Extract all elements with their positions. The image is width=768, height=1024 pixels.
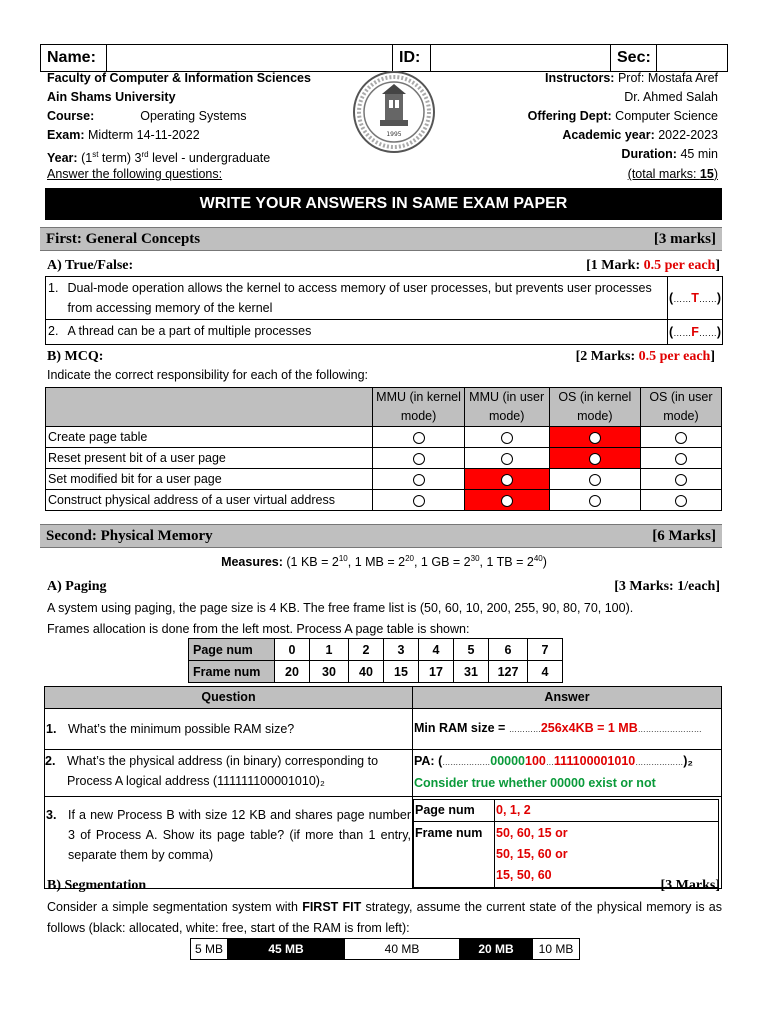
- student-info-header: [40, 44, 728, 72]
- frame-number-cell: 4: [528, 661, 563, 683]
- academic-year-line: Academic year: 2022-2023: [562, 128, 718, 142]
- table-row: [46, 427, 722, 448]
- table-header-row: MMU (in kernel mode) MMU (in user mode) OS (in kernel mode) OS (in user mode): [46, 388, 722, 427]
- mcq-option-cell[interactable]: [549, 490, 640, 511]
- answer-physical-address[interactable]: PA: (………………00000100…111100001010………………)₂ Consider true whether 00000 exist or not: [413, 750, 722, 797]
- table-row: [46, 448, 722, 469]
- process-a-page-table: [188, 638, 563, 683]
- radio-circle-icon: [589, 495, 601, 507]
- page-number-cell: 7: [528, 639, 563, 661]
- mcq-option-cell[interactable]: [640, 490, 721, 511]
- page-number-cell: 2: [349, 639, 384, 661]
- frame-number-cell: 127: [489, 661, 528, 683]
- tf-answer-2[interactable]: (……F……): [668, 320, 723, 345]
- memory-block-allocated: 20 MB: [460, 939, 533, 960]
- page-number-cell: 1: [310, 639, 349, 661]
- table-row: [46, 490, 722, 511]
- process-b-page-table: Page num 0, 1, 2 Frame num 50, 60, 15 or 50, 15, 60 or 15, 50, 60: [413, 799, 719, 888]
- radio-circle-icon: [675, 474, 687, 486]
- table-row: [191, 939, 580, 960]
- section-general-concepts: [40, 227, 722, 251]
- exam-line: Exam: Midterm 14-11-2022: [47, 128, 200, 142]
- mcq-instruction: Indicate the correct responsibility for each of the following:: [47, 368, 369, 382]
- paging-title: A) Paging: [47, 579, 107, 594]
- dept-line: Offering Dept: Computer Science: [527, 109, 718, 123]
- radio-circle-icon: [413, 432, 425, 444]
- memory-block-allocated: 45 MB: [228, 939, 345, 960]
- page-number-cell: 0: [275, 639, 310, 661]
- radio-circle-icon: [589, 453, 601, 465]
- physical-memory-map: [190, 938, 580, 960]
- frame-number-cell: 15: [384, 661, 419, 683]
- svg-text:1995: 1995: [386, 131, 402, 138]
- paging-description: A system using paging, the page size is 4 KB. The free frame list is (50, 60, 10, 200, 255, 90, 80, 70, 100). Frames allocation is done from the left most. Process A page table is shown:: [47, 601, 634, 636]
- mcq-option-cell[interactable]: [549, 427, 640, 448]
- section-marks: [6 Marks]: [652, 527, 716, 544]
- section-marks: [3 marks]: [653, 230, 716, 247]
- radio-circle-icon: [501, 474, 513, 486]
- name-label: Name:: [41, 45, 107, 71]
- answer-process-b-table[interactable]: [413, 797, 722, 889]
- mcq-statement: Construct physical address of a user virtual address: [46, 490, 373, 511]
- memory-block-free: 40 MB: [345, 939, 460, 960]
- radio-circle-icon: [589, 474, 601, 486]
- frame-number-cell: 40: [349, 661, 384, 683]
- radio-circle-icon: [501, 432, 513, 444]
- measures: Measures: (1 KB = $2^{10}$, 1 MB = $2^{20}$, 1 GB = $2^{30}$, 1 TB = $2^{40}$): [221, 554, 547, 570]
- radio-circle-icon: [413, 453, 425, 465]
- mcq-statement: Set modified bit for a user page: [46, 469, 373, 490]
- mcq-option-cell[interactable]: [464, 448, 549, 469]
- radio-circle-icon: [413, 495, 425, 507]
- mcq-option-cell[interactable]: [549, 448, 640, 469]
- mcq-option-cell[interactable]: [373, 490, 464, 511]
- exam-info-right: [430, 69, 718, 164]
- answer-min-ram[interactable]: Min RAM size = …………256x4KB = 1 MB……………………: [413, 709, 722, 750]
- faculty: Faculty of Computer & Information Sciences: [47, 71, 311, 85]
- memory-block-free: 5 MB: [191, 939, 228, 960]
- segmentation-description: Consider a simple segmentation system with FIRST FIT strategy, assume the current state of the physical memory is as follows (black: allocated, white: free, start of the RAM is from left):: [47, 900, 722, 935]
- mcq-option-cell[interactable]: [464, 469, 549, 490]
- mcq-option-cell[interactable]: [640, 469, 721, 490]
- true-false-table: [45, 276, 723, 345]
- radio-circle-icon: [589, 432, 601, 444]
- mcq-table: [45, 387, 722, 511]
- total-marks: (total marks: 15): [627, 167, 718, 181]
- exam-info-left: [47, 69, 377, 168]
- table-header-row: Question Answer: [45, 687, 722, 709]
- instructors-line: Instructors: Prof: Mostafa Aref: [545, 71, 718, 85]
- course-line: Course: Operating Systems: [47, 109, 247, 123]
- id-field[interactable]: [431, 45, 611, 71]
- table-row: 1. What’s the minimum possible RAM size? Min RAM size = …………256x4KB = 1 MB……………………: [45, 709, 722, 750]
- segmentation-title: B) Segmentation: [47, 878, 147, 893]
- mcq-statement: Create page table: [46, 427, 373, 448]
- mcq-option-cell[interactable]: [640, 448, 721, 469]
- mcq-statement: Reset present bit of a user page: [46, 448, 373, 469]
- table-row: Page num 0 1 2 3 4 5 6 7: [189, 639, 563, 661]
- page-number-cell: 6: [489, 639, 528, 661]
- page-number-cell: 4: [419, 639, 454, 661]
- mcq-option-cell[interactable]: [640, 427, 721, 448]
- tf-marks: [1 Mark: 0.5 per each]: [586, 258, 720, 273]
- segmentation-marks: [3 Marks]: [660, 878, 720, 893]
- mcq-option-cell[interactable]: [373, 427, 464, 448]
- instructor2: Dr. Ahmed Salah: [624, 90, 718, 104]
- duration-line: Duration: 45 min: [621, 147, 718, 161]
- mcq-option-cell[interactable]: [373, 448, 464, 469]
- section-physical-memory: [40, 524, 722, 548]
- page-number-cell: 3: [384, 639, 419, 661]
- table-row: 1. Dual-mode operation allows the kernel to access memory of user processes, but prevents user processes from accessing memory of the kernel (……T……): [46, 277, 723, 320]
- mcq-title: B) MCQ:: [47, 349, 104, 364]
- radio-circle-icon: [675, 453, 687, 465]
- university-seal-icon: [352, 70, 436, 154]
- table-row: Frame num 20 30 40 15 17 31 127 4: [189, 661, 563, 683]
- paging-qa-table: [44, 686, 722, 889]
- section-title: First: General Concepts: [46, 230, 201, 247]
- frame-number-cell: 31: [454, 661, 489, 683]
- table-row: [46, 469, 722, 490]
- mcq-option-cell[interactable]: [373, 469, 464, 490]
- university: Ain Shams University: [47, 90, 176, 104]
- banner: WRITE YOUR ANSWERS IN SAME EXAM PAPER: [45, 188, 722, 220]
- tf-answer-1[interactable]: (……T……): [668, 277, 723, 320]
- frame-number-cell: 20: [275, 661, 310, 683]
- name-field[interactable]: [107, 45, 393, 71]
- page-number-cell: 5: [454, 639, 489, 661]
- radio-circle-icon: [413, 474, 425, 486]
- mcq-marks: [2 Marks: 0.5 per each]: [575, 349, 715, 364]
- mcq-option-cell[interactable]: [464, 490, 549, 511]
- paging-marks: [3 Marks: 1/each]: [614, 579, 720, 594]
- mcq-option-cell[interactable]: [464, 427, 549, 448]
- radio-circle-icon: [675, 432, 687, 444]
- table-row: 2. What’s the physical address (in binary) corresponding to Process A logical address (111111100001010)₂ PA: (………………00000100…111100001010………………)₂ Consider true whether 00000 exist or not: [45, 750, 722, 797]
- table-row: 3. If a new Process B with size 12 KB and shares page number 3 of Process A. Show its page table? (if more than 1 entry, separate them by comma) Page num 0, 1, 2 Frame num 50, 60, 15 or 50, 15, 60 or 15, 50, 60: [45, 797, 722, 889]
- sec-label: Sec:: [611, 45, 657, 71]
- id-label: ID:: [393, 45, 431, 71]
- mcq-option-cell[interactable]: [549, 469, 640, 490]
- radio-circle-icon: [675, 495, 687, 507]
- tf-title: A) True/False:: [47, 258, 134, 273]
- section-title: Second: Physical Memory: [46, 527, 213, 544]
- frame-number-cell: 17: [419, 661, 454, 683]
- radio-circle-icon: [501, 453, 513, 465]
- frame-number-cell: 30: [310, 661, 349, 683]
- table-row: 2. A thread can be a part of multiple processes (……F……): [46, 320, 723, 345]
- memory-block-free: 10 MB: [533, 939, 580, 960]
- year-line: Year: (1st term) 3rd level - undergraduate: [47, 150, 271, 166]
- sec-field[interactable]: [657, 45, 725, 71]
- answer-instruction: Answer the following questions:: [47, 167, 223, 181]
- radio-circle-icon: [501, 495, 513, 507]
